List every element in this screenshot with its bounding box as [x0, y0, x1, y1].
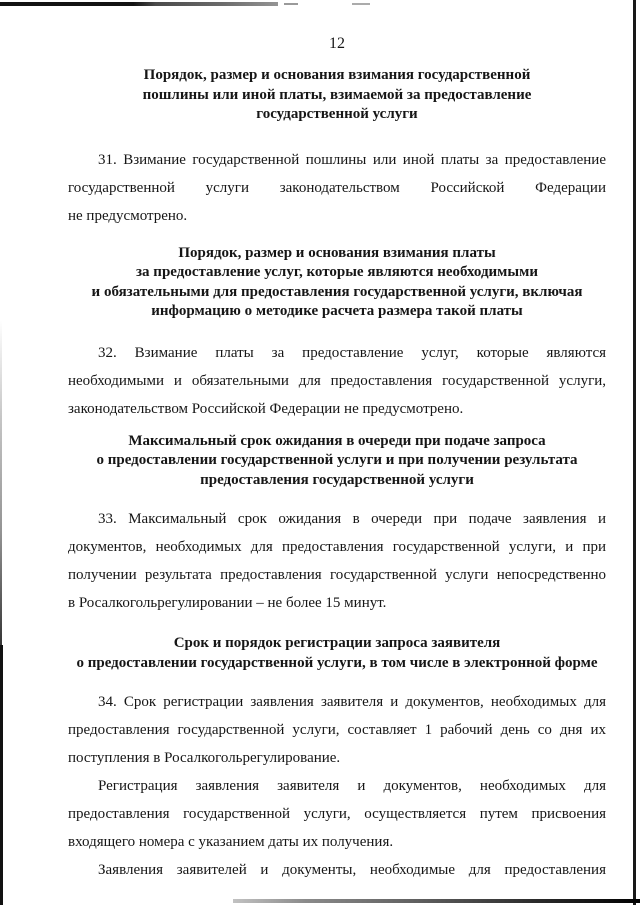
heading-line: о предоставлении государственной услуги и при получении результата — [96, 452, 578, 468]
paragraph-registration — [68, 772, 606, 856]
paragraph-applications-continued — [68, 856, 606, 884]
heading-line: Порядок, размер и основания взимания платы — [178, 244, 496, 261]
paragraph-31 — [68, 146, 606, 230]
body-line: предоставления государственной услуги, составляет 1 рабочий день со дня их — [68, 722, 606, 738]
body-line: законодательством Российской Федерации не предусмотрено. — [68, 400, 464, 417]
heading-service-fees — [68, 244, 606, 322]
body-line: 31. Взимание государственной пошлины или иной платы за предоставление — [98, 151, 606, 168]
body-line: в Росалкогольрегулировании – не более 15 минут. — [68, 595, 387, 611]
body-line: 32. Взимание платы за предоставление услуг, которые являются — [98, 344, 606, 361]
body-line: документов, необходимых для предоставления государственной услуги, и при — [68, 539, 606, 555]
heading-line: и обязательными для предоставления государственной услуги, включая — [91, 283, 583, 300]
heading-registration-term — [68, 634, 606, 673]
body-line: предоставления государственной услуги, осуществляется путем присвоения — [68, 806, 606, 822]
heading-line: Порядок, размер и основания взимания государственной — [143, 67, 531, 83]
heading-line: Максимальный срок ожидания в очереди при подаче запроса — [128, 432, 546, 449]
body-line: Регистрация заявления заявителя и документов, необходимых для — [98, 778, 606, 794]
scan-artifact-left-edge-fade — [0, 320, 2, 648]
body-line: Заявления заявителей и документы, необходимые для предоставления — [98, 862, 606, 878]
heading-line: государственной услуги — [256, 106, 418, 122]
heading-state-duty — [68, 66, 606, 125]
paragraph-32 — [68, 339, 606, 423]
body-line: получении результата предоставления государственной услуги непосредственно — [68, 567, 606, 583]
body-line: необходимыми и обязательными для предоставления государственной услуги, — [68, 372, 606, 389]
body-line: входящего номера с указанием даты их получения. — [68, 834, 394, 850]
body-line: 33. Максимальный срок ожидания в очереди при подаче заявления и — [98, 511, 606, 527]
heading-line: Срок и порядок регистрации запроса заявителя — [173, 635, 501, 651]
body-line: 34. Срок регистрации заявления заявителя и документов, необходимых для — [98, 694, 606, 710]
heading-max-waiting-time — [68, 432, 606, 491]
heading-line: о предоставлении государственной услуги, в том числе в электронной форме — [76, 654, 598, 671]
paragraph-33 — [68, 505, 606, 617]
page-number: 12 — [329, 35, 345, 52]
document-text-column — [68, 0, 606, 884]
scan-artifact-right-edge — [633, 0, 636, 905]
body-line: государственной услуги законодательством Российской Федерации — [68, 179, 606, 196]
paragraph-34 — [68, 688, 606, 772]
heading-line: за предоставление услуг, которые являются необходимыми — [136, 264, 538, 280]
scan-artifact-left-edge — [0, 645, 3, 905]
body-line: поступления в Росалкогольрегулирование. — [68, 750, 341, 766]
body-line: не предусмотрено. — [68, 207, 188, 224]
heading-line: информацию о методике расчета размера такой платы — [151, 303, 523, 319]
heading-line: пошлины или иной платы, взимаемой за предоставление — [142, 86, 532, 103]
heading-line: предоставления государственной услуги — [200, 471, 474, 488]
scan-artifact-bottom-edge — [233, 899, 640, 903]
